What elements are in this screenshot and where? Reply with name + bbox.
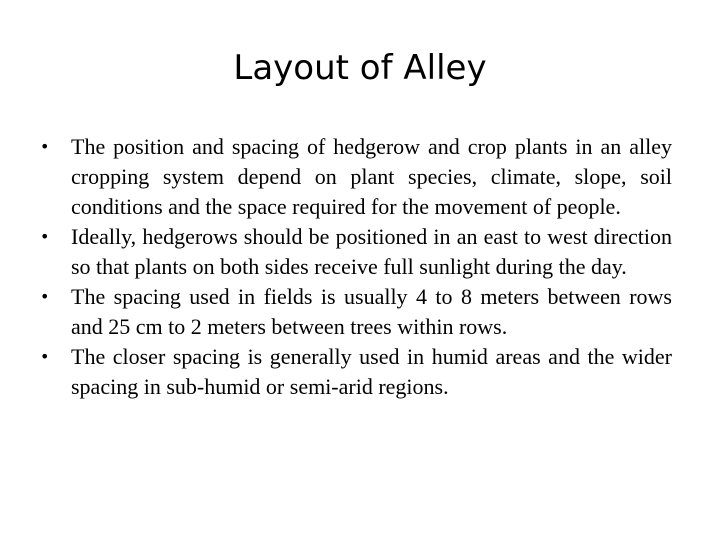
slide-title: Layout of Alley bbox=[233, 48, 487, 88]
bullet-list bbox=[40, 132, 672, 402]
bullet-icon: • bbox=[40, 287, 50, 306]
bullet-icon: • bbox=[40, 137, 50, 156]
bullet-item bbox=[40, 222, 672, 282]
bullet-text: The spacing used in fields is usually 4 to 8 meters between rows and 25 cm to 2 meters between trees within rows. bbox=[71, 284, 672, 339]
bullet-item bbox=[40, 132, 672, 222]
bullet-icon: • bbox=[40, 347, 50, 366]
bullet-item bbox=[40, 342, 672, 402]
bullet-text: The position and spacing of hedgerow and crop plants in an alley cropping system depend on plant species, climate, slope, soil conditions and the space required for the movement of people. bbox=[71, 134, 672, 219]
bullet-icon: • bbox=[40, 227, 50, 246]
bullet-item bbox=[40, 282, 672, 342]
bullet-text: The closer spacing is generally used in humid areas and the wider spacing in sub-humid or semi-arid regions. bbox=[71, 344, 672, 399]
bullet-text: Ideally, hedgerows should be positioned in an east to west direction so that plants on both sides receive full sunlight during the day. bbox=[71, 224, 672, 279]
